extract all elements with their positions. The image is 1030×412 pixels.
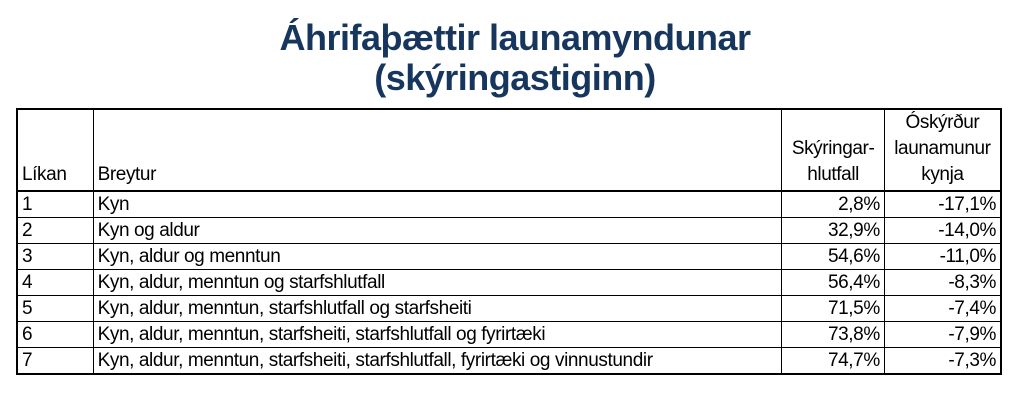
cell-hlutfall: 74,7%	[782, 348, 884, 375]
cell-likan: 6	[17, 322, 93, 348]
cell-breytur: Kyn, aldur, menntun, starfshlutfall og starfsheiti	[93, 296, 782, 322]
table-row	[17, 270, 1001, 296]
header-likan: Líkan	[17, 109, 93, 191]
table-header-row	[17, 109, 1001, 191]
header-oskyrdur-line1: Óskýrður	[905, 112, 980, 133]
cell-likan: 7	[17, 348, 93, 375]
cell-hlutfall: 2,8%	[782, 191, 884, 218]
cell-launamunur: -7,4%	[884, 296, 1001, 322]
cell-breytur: Kyn, aldur og menntun	[93, 244, 782, 270]
table-header	[17, 109, 1001, 191]
cell-launamunur: -17,1%	[884, 191, 1001, 218]
cell-breytur: Kyn	[93, 191, 782, 218]
header-oskyrdur-launamunur	[884, 109, 1001, 191]
page-title-line2: (skýringastiginn)	[374, 57, 656, 98]
table-row	[17, 218, 1001, 244]
header-skyringarhlutfall-line2: hlutfall	[807, 164, 859, 185]
table-row	[17, 296, 1001, 322]
table-row	[17, 244, 1001, 270]
table-row	[17, 348, 1001, 375]
table-row	[17, 191, 1001, 218]
cell-launamunur: -7,3%	[884, 348, 1001, 375]
cell-launamunur: -14,0%	[884, 218, 1001, 244]
cell-likan: 2	[17, 218, 93, 244]
cell-breytur: Kyn, aldur, menntun, starfsheiti, starfshlutfall, fyrirtæki og vinnustundir	[93, 348, 782, 375]
cell-launamunur: -7,9%	[884, 322, 1001, 348]
cell-hlutfall: 73,8%	[782, 322, 884, 348]
header-breytur: Breytur	[93, 109, 782, 191]
header-skyringarhlutfall	[782, 109, 884, 191]
cell-likan: 4	[17, 270, 93, 296]
cell-likan: 5	[17, 296, 93, 322]
table-body	[17, 191, 1001, 374]
cell-launamunur: -11,0%	[884, 244, 1001, 270]
cell-likan: 1	[17, 191, 93, 218]
cell-breytur: Kyn, aldur, menntun og starfshlutfall	[93, 270, 782, 296]
cell-breytur: Kyn og aldur	[93, 218, 782, 244]
cell-launamunur: -8,3%	[884, 270, 1001, 296]
page-title	[0, 18, 1030, 98]
cell-breytur: Kyn, aldur, menntun, starfsheiti, starfshlutfall og fyrirtæki	[93, 322, 782, 348]
cell-hlutfall: 54,6%	[782, 244, 884, 270]
header-oskyrdur-line2: launamunur	[894, 138, 991, 159]
header-oskyrdur-line3: kynja	[921, 164, 964, 185]
header-skyringarhlutfall-line1: Skýringar-	[791, 138, 875, 159]
table-row	[17, 322, 1001, 348]
wage-factors-table	[16, 108, 1002, 375]
page-title-line1: Áhrifaþættir launamyndunar	[279, 17, 751, 58]
cell-likan: 3	[17, 244, 93, 270]
cell-hlutfall: 71,5%	[782, 296, 884, 322]
cell-hlutfall: 56,4%	[782, 270, 884, 296]
cell-hlutfall: 32,9%	[782, 218, 884, 244]
